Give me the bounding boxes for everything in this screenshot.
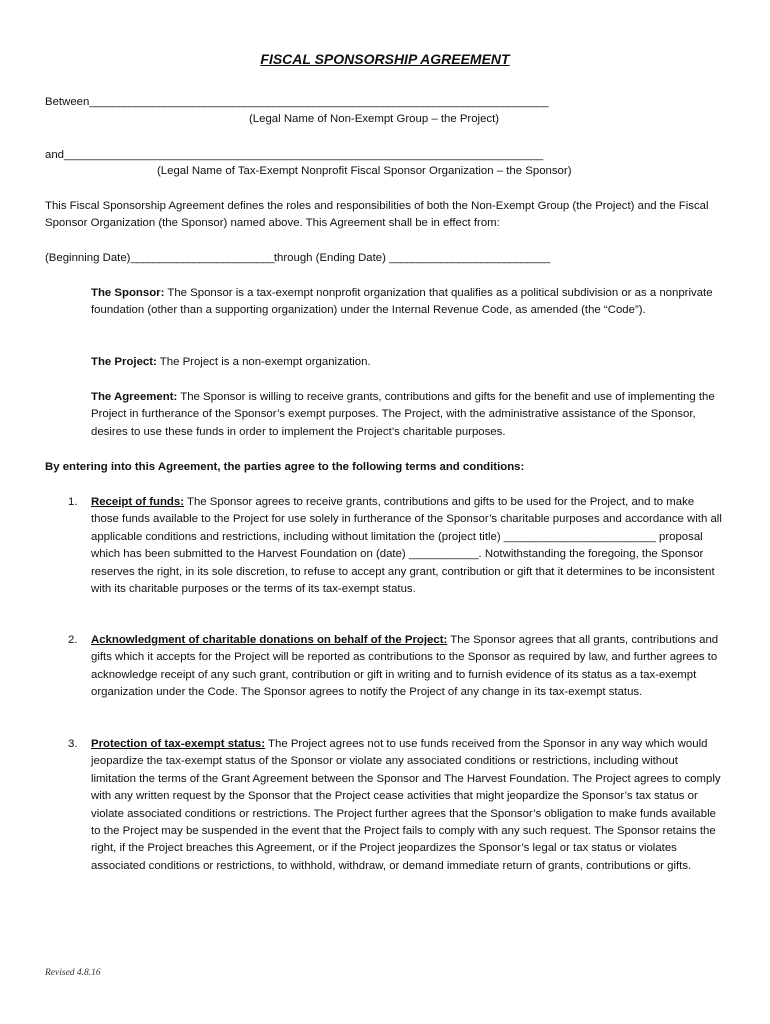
definition-text: The Project is a non-exempt organization. <box>156 356 371 368</box>
revision-footer: Revised 4.8.16 <box>45 968 101 978</box>
definition-term: The Sponsor: <box>91 287 165 299</box>
sponsor-name-blank: ________________________________________________________________________________ <box>64 149 543 161</box>
between-line <box>45 94 548 111</box>
term-protection-tax-status <box>91 736 723 875</box>
page-title: FISCAL SPONSORSHIP AGREEMENT <box>260 51 510 67</box>
ending-date-label: through (Ending Date) <box>273 252 390 264</box>
term-number: 1. <box>68 496 78 508</box>
beginning-date-label: (Beginning Date) <box>45 252 131 264</box>
definition-term: The Project: <box>91 356 157 368</box>
terms-heading: By entering into this Agreement, the parties agree to the following terms and conditions: <box>45 461 525 473</box>
dates-line <box>45 250 550 267</box>
definition-term: The Agreement: <box>91 391 178 403</box>
definition-project <box>91 354 723 371</box>
term-number: 3. <box>68 738 78 750</box>
intro-paragraph: This Fiscal Sponsorship Agreement defines the roles and responsibilities of both the Non-Exempt Group (the Project) and the Fiscal Sponsor Organization (the Sponsor) named above. This Agreement shall be in effect from: <box>45 200 709 230</box>
beginning-date-blank: _________________________ <box>130 252 274 264</box>
term-receipt-of-funds <box>91 494 723 598</box>
definition-text: The Sponsor is a tax-exempt nonprofit organization that qualifies as a political subdivision or as a nonprivate foundation (other than a supporting organization) under the Internal Revenue Code, as amended (the “Code”). <box>91 287 713 317</box>
term-heading: Acknowledgment of charitable donations on behalf of the Project: <box>91 634 448 646</box>
ending-date-blank: ____________________________ <box>389 252 550 264</box>
term-text: The Sponsor agrees that all grants, contributions and gifts which it accepts for the Project will be reported as contributions to the Sponsor as required by law, and further agrees to acknowledge receipt of any such grant, contribution or gift in writing and to furnish evidence of its status as a tax-exempt organization under the Code. The Sponsor agrees to notify the Project of any change in its tax-exempt status. <box>91 634 719 699</box>
term-text: The Sponsor agrees to receive grants, contributions and gifts to be used for the Project, and to make those funds available to the Project for use solely in furtherance of the Sponsor’s charitable purposes and accordance with all applicable conditions and restrictions, including without limitation the (project title) ________________________ proposal which has been submitted to the Harvest Foundation on (date) ___________. Notwithstanding the foregoing, the Sponsor reserves the right, in its sole discretion, to refuse to accept any grant, contribution or gift that it determines to be inconsistent with its charitable purposes or the terms of its tax-exempt status. <box>91 496 722 596</box>
term-number: 2. <box>68 634 78 646</box>
between-label: Between <box>45 96 90 108</box>
term-heading: Protection of tax-exempt status: <box>91 738 266 750</box>
definition-agreement <box>91 389 723 441</box>
term-acknowledgment <box>91 632 723 702</box>
project-name-blank: ________________________________________________________________________________ <box>89 96 549 108</box>
definition-sponsor <box>91 285 723 320</box>
project-name-caption: (Legal Name of Non-Exempt Group – the Project) <box>249 113 500 125</box>
and-label: and <box>45 149 65 161</box>
sponsor-name-caption: (Legal Name of Tax-Exempt Nonprofit Fiscal Sponsor Organization – the Sponsor) <box>157 165 572 177</box>
term-heading: Receipt of funds: <box>91 496 185 508</box>
and-line <box>45 147 543 164</box>
definition-text: The Sponsor is willing to receive grants, contributions and gifts for the benefit and use of implementing the Project in furtherance of the Sponsor’s exempt purposes. The Project, with the administrative assistance of the Sponsor, desires to use these funds in order to implement the Project’s charitable purposes. <box>91 391 715 438</box>
term-text: The Project agrees not to use funds received from the Sponsor in any way which would jeopardize the tax-exempt status of the Sponsor or violate any associated conditions or restrictions, including without limitation the terms of the Grant Agreement between the Sponsor and The Harvest Foundation. The Project agrees to comply with any written request by the Sponsor that the Project cease activities that might jeopardize the Sponsor’s tax status or violate associated conditions or restrictions. The Project further agrees that the Sponsor’s obligation to make funds available to the Project may be suspended in the event that the Project fails to comply with any such request. The Sponsor retains the right, if the Project breaches this Agreement, or if the Project jeopardizes the Sponsor’s legal or tax status or violates associated conditions or restrictions, to withhold, withdraw, or demand immediate return of grants, contributions or gifts. <box>91 738 721 872</box>
